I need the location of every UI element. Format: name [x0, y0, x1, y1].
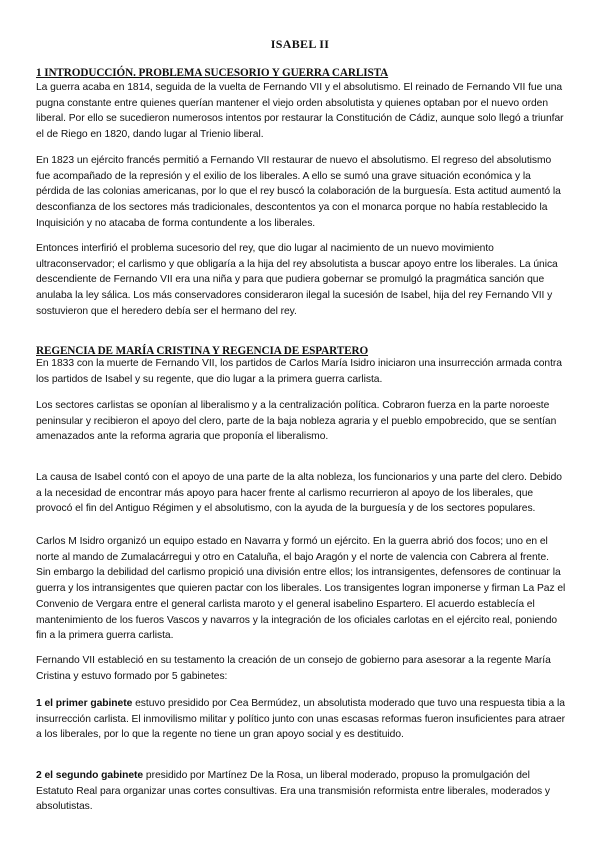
paragraph-segundo-gabinete — [36, 768, 566, 815]
document-title: ISABEL II — [270, 37, 330, 51]
segundo-gabinete-text: presidido por Martínez De la Rosa, un liberal moderado, propuso la promulgación del Estatuto Real para organizar unas cortes consultivas. Era una transmisión reformista entre liberales, moderados y absolutistas. — [36, 770, 551, 813]
paragraph: Entonces interfirió el problema sucesorio del rey, que dio lugar al nacimiento de un nuevo movimiento ultraconservador; el carlismo y que obligaría a la hija del rey absolutista a buscar apoyo entre los liberales. La única descendiente de Fernando VII era una niña y para que pudiera gobernar se promulgó la pragmática sanción que anulaba la ley sálica. Los más conservadores consideraron ilegal la sucesión de Isabel, hija del rey Fernando VII y sostuvieron que el heredero debía ser el hermano del rey. — [36, 243, 558, 317]
segundo-gabinete-label: 2 el segundo gabinete — [36, 770, 144, 781]
paragraph: La causa de Isabel contó con el apoyo de una parte de la alta nobleza, los funcionarios y una parte del clero. Debido a la necesidad de encontrar más apoyo para hacer frente al carlismo recurrieron al apoyo de los liberales, que provocó el fin del Antiguo Régimen y el absolutismo, con la ayuda de la burguesía y de los sectores populares. — [36, 472, 562, 515]
paragraph: Los sectores carlistas se oponían al liberalismo y a la centralización política. Cobraron fuerza en la parte noroeste peninsular y recibieron el apoyo del clero, parte de la baja nobleza agraria y el pueblo empobrecido, que se sentían amenazados ante la reforma agraria que proponía el liberalismo. — [36, 400, 557, 443]
section-heading-regencia: REGENCIA DE MARÍA CRISTINA Y REGENCIA DE ESPARTERO — [36, 345, 369, 357]
paragraph: La guerra acaba en 1814, seguida de la vuelta de Fernando VII y el absolutismo. El reinado de Fernando VII fue una pugna constante entre quienes querían mantener el viejo orden absolutista y quienes optaban por el nuevo orden liberal. Por ello se sucedieron numerosos intentos por restaurar la Constitución de Cádiz, aunque solo llegó a triunfar el de Riego en 1820, dando lugar al Trienio liberal. — [36, 82, 564, 141]
paragraph: Carlos M Isidro organizó un equipo estado en Navarra y formó un ejército. En la guerra abrió dos focos; uno en el norte al mando de Zumalacárregui y otro en Cataluña, el bajo Aragón y el norte de valencia con Cabrera al frente. Sin embargo la debilidad del carlismo propició una división entre ellos; los intransigentes, defensores de continuar la guerra y los intransigentes que quieren pactar con los liberales. Los transigentes logran imponerse y firman La Paz el Convenio de Vergara entre el general carlista maroto y el general isabelino Espartero. El acuerdo establecía el mantenimiento de los fueros Vascos y navarros y la integración de los oficiales carlotas en el ejército real, poniendo fin a la primera guerra carlista. — [36, 536, 566, 642]
paragraph-primer-gabinete — [36, 696, 566, 743]
paragraph: En 1833 con la muerte de Fernando VII, los partidos de Carlos María Isidro iniciaron una insurrección armada contra los partidos de Isabel y su regente, que dio lugar a la primera guerra carlista. — [36, 358, 562, 385]
paragraph: Fernando VII estableció en su testamento la creación de un consejo de gobierno para asesorar a la regente María Cristina y estuvo formado por 5 gabinetes: — [36, 655, 551, 682]
primer-gabinete-text: estuvo presidido por Cea Bermúdez, un absolutista moderado que tuvo una respuesta tibia a la insurrección carlista. El inmovilismo militar y político junto con unas escasas reformas fueron insuficientes para atraer a los liberales, por lo que la regente no tiene un gran apoyo social y es destituido. — [36, 698, 566, 741]
primer-gabinete-label: 1 el primer gabinete — [36, 698, 133, 709]
section-heading-introduccion: 1 INTRODUCCIÓN. PROBLEMA SUCESORIO Y GUERRA CARLISTA — [36, 67, 389, 79]
paragraph: En 1823 un ejército francés permitió a Fernando VII restaurar de nuevo el absolutismo. El regreso del absolutismo fue acompañado de la represión y el exilio de los liberales. A ello se sumó una grave situación económica y la pérdida de las colonias americanas, por lo que el rey buscó la colaboración de la burguesía. Esta actitud aumentó la desconfianza de los sectores más tradicionales, descontentos ya con el monarca porque no había restablecido la Inquisición y no atacaba de forma contundente a los liberales. — [36, 155, 561, 229]
